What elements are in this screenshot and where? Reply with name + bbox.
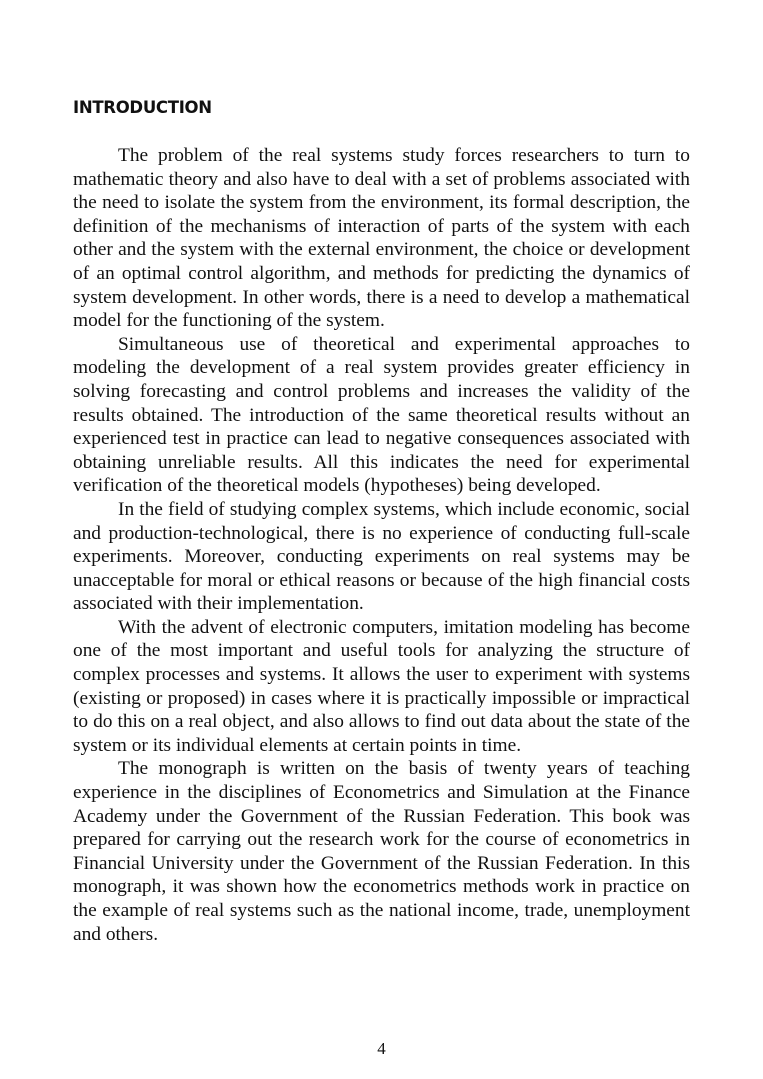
paragraph-1: The problem of the real systems study forces researchers to turn to mathematic theory and also have to deal with a set of problems associated with the need to isolate the system from the environment, its formal description, the definition of the mechanisms of interaction of parts of the system with each other and the system with the external environment, the choice or development of an optimal control algorithm, and methods for predicting the dynamics of system development. In other words, there is a need to develop a mathematical model for the functioning of the system. [73,145,690,332]
paragraph-4: With the advent of electronic computers, imitation modeling has become one of the most important and useful tools for analyzing the structure of complex processes and systems. It allows the user to experiment with systems (existing or proposed) in cases where it is practically impossible or impractical to do this on a real object, and also allows to find out data about the state of the system or its individual elements at certain points in time. [73,616,690,756]
paragraph-3: In the field of studying complex systems, which include economic, social and production-technological, there is no experience of conducting full-scale experiments. Moreover, conducting experiments on real systems may be unacceptable for moral or ethical reasons or because of the high financial costs associated with their implementation. [73,498,690,615]
section-heading: INTRODUCTION [73,98,212,117]
paragraph-2: Simultaneous use of theoretical and experimental approaches to modeling the development of a real system provides greater efficiency in solving forecasting and control problems and increases the validity of the results obtained. The introduction of the same theoretical results without an experienced test in practice can lead to negative consequences associated with obtaining unreliable results. All this indicates the need for experimental verification of the theoretical models (hypotheses) being developed. [73,333,690,497]
body-text [73,144,690,946]
paragraph-5: The monograph is written on the basis of twenty years of teaching experience in the disciplines of Econometrics and Simulation at the Finance Academy under the Government of the Russian Federation. This book was prepared for carrying out the research work for the course of econometrics in Financial University under the Government of the Russian Federation. In this monograph, it was shown how the econometrics methods work in practice on the example of real systems such as the national income, trade, unemployment and others. [73,758,690,945]
page-number: 4 [377,1039,386,1058]
